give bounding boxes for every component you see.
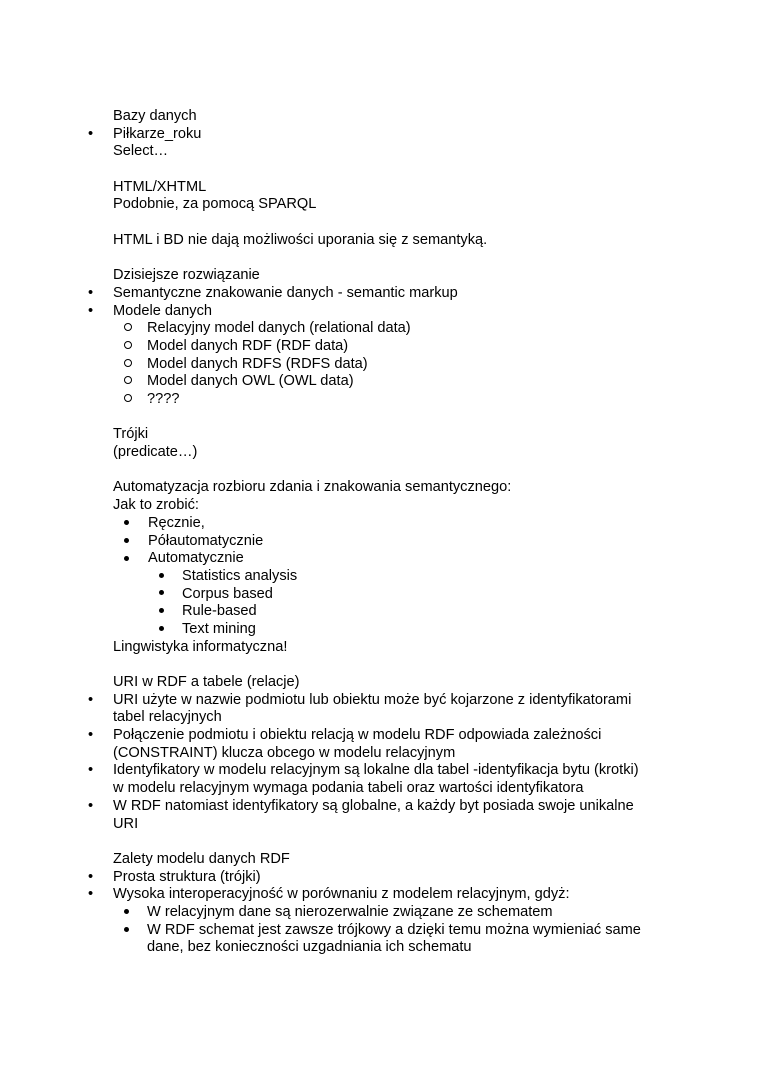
text-line: HTML i BD nie dają możliwości uporania się z semantyką. bbox=[113, 231, 488, 248]
list-item: Piłkarze_roku bbox=[113, 125, 202, 142]
list-item: W RDF schemat jest zawsze trójkowy a dzięki temu można wymieniać same bbox=[147, 921, 641, 938]
text-line: Podobnie, za pomocą SPARQL bbox=[113, 196, 317, 213]
list-item: ???? bbox=[147, 391, 180, 407]
bullet-icon: • bbox=[88, 797, 94, 814]
list-item: Połączenie podmiotu i obiektu relacją w modelu RDF odpowiada zależności bbox=[113, 727, 602, 744]
list-item: Modele danych bbox=[113, 302, 212, 319]
bullet-icon: • bbox=[88, 284, 94, 301]
heading-automatyzacja: Automatyzacja rozbioru zdania i znakowania semantycznego: bbox=[113, 479, 512, 496]
heading-dzisiejsze: Dzisiejsze rozwiązanie bbox=[113, 267, 260, 284]
text-line: (predicate…) bbox=[113, 444, 198, 461]
list-item: Statistics analysis bbox=[182, 567, 298, 584]
bullet-icon: • bbox=[88, 727, 94, 744]
list-item: Relacyjny model danych (relational data) bbox=[147, 320, 411, 337]
bullet-icon: • bbox=[88, 691, 94, 708]
bullet-icon bbox=[159, 603, 164, 621]
list-item: Ręcznie, bbox=[148, 514, 205, 531]
list-item: Corpus based bbox=[182, 585, 273, 602]
list-item: Text mining bbox=[182, 620, 256, 637]
heading-bazy-danych: Bazy danych bbox=[113, 108, 197, 124]
list-item-cont: tabel relacyjnych bbox=[113, 709, 222, 726]
list-item-cont: URI bbox=[113, 815, 139, 832]
document-page bbox=[0, 108, 760, 957]
text-line: Select… bbox=[113, 143, 169, 160]
list-item: W RDF natomiast identyfikatory są globalne, a każdy byt posiada swoje unikalne bbox=[113, 797, 634, 814]
circle-bullet-icon bbox=[124, 356, 132, 374]
list-item: W relacyjnym dane są nierozerwalnie związane ze schematem bbox=[147, 903, 553, 920]
text-line: Lingwistyka informatyczna! bbox=[113, 638, 288, 655]
list-item-cont: w modelu relacyjnym wymaga podania tabeli oraz wartości identyfikatora bbox=[113, 780, 584, 797]
list-item: Półautomatycznie bbox=[148, 532, 264, 549]
circle-bullet-icon bbox=[124, 338, 132, 356]
bullet-icon bbox=[124, 533, 129, 551]
bullet-icon: • bbox=[88, 762, 94, 779]
bullet-icon: • bbox=[88, 125, 94, 142]
bullet-icon bbox=[124, 904, 129, 922]
bullet-icon: • bbox=[88, 868, 94, 885]
list-item: URI użyte w nazwie podmiotu lub obiektu może być kojarzone z identyfikatorami bbox=[113, 691, 632, 708]
list-item: Rule-based bbox=[182, 603, 257, 620]
circle-bullet-icon bbox=[124, 373, 132, 391]
list-item: Prosta struktura (trójki) bbox=[113, 868, 261, 885]
list-item-cont: dane, bez konieczności uzgadniania ich schematu bbox=[147, 939, 472, 956]
bullet-icon bbox=[124, 550, 129, 568]
list-item: Identyfikatory w modelu relacyjnym są lokalne dla tabel -identyfikacja bytu (krotki) bbox=[113, 762, 639, 779]
bullet-icon bbox=[159, 586, 164, 604]
bullet-icon: • bbox=[88, 886, 94, 903]
list-item-cont: (CONSTRAINT) klucza obcego w modelu relacyjnym bbox=[113, 744, 456, 761]
list-item: Semantyczne znakowanie danych - semantic markup bbox=[113, 284, 458, 301]
list-item: Model danych RDF (RDF data) bbox=[147, 337, 349, 354]
bullet-icon: • bbox=[88, 302, 94, 319]
text-line: Jak to zrobić: bbox=[113, 497, 199, 514]
bullet-icon bbox=[159, 621, 164, 639]
list-item: Model danych RDFS (RDFS data) bbox=[147, 355, 368, 372]
bullet-icon bbox=[159, 568, 164, 586]
circle-bullet-icon bbox=[124, 391, 132, 409]
heading-uri-rdf: URI w RDF a tabele (relacje) bbox=[113, 674, 300, 690]
list-item: Automatycznie bbox=[148, 550, 244, 567]
circle-bullet-icon bbox=[124, 320, 132, 338]
bullet-icon bbox=[124, 515, 129, 533]
heading-zalety: Zalety modelu danych RDF bbox=[113, 850, 290, 867]
text-line: Trójki bbox=[113, 426, 149, 443]
text-line: HTML/XHTML bbox=[113, 178, 207, 195]
bullet-icon bbox=[124, 922, 129, 940]
list-item: Model danych OWL (OWL data) bbox=[147, 373, 354, 390]
list-item: Wysoka interoperacyjność w porównaniu z modelem relacyjnym, gdyż: bbox=[113, 886, 570, 903]
